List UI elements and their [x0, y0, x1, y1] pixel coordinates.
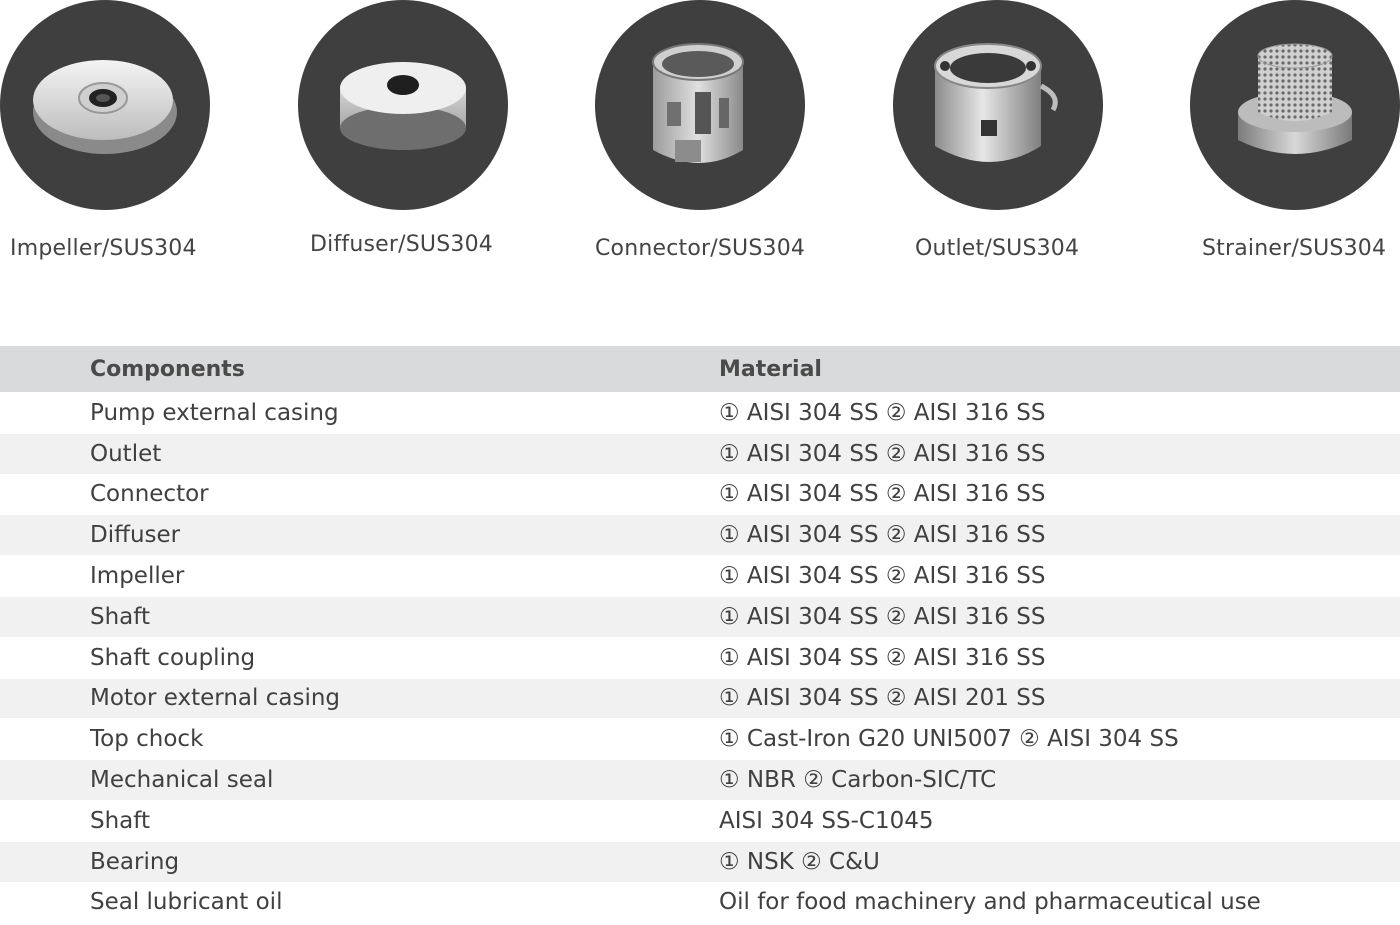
connector-image [595, 0, 805, 210]
component-cell: Top chock [90, 726, 204, 753]
component-cell: Seal lubricant oil [90, 889, 283, 916]
part-diffuser [298, 0, 558, 290]
material-cell: ① AISI 304 SS ② AISI 316 SS [719, 399, 1046, 426]
table-header [0, 346, 1400, 393]
table-row [0, 434, 1400, 475]
component-cell: Motor external casing [90, 685, 341, 712]
material-cell: ① AISI 304 SS ② AISI 316 SS [719, 644, 1046, 671]
component-cell: Pump external casing [90, 399, 339, 426]
table-row [0, 515, 1400, 556]
table-row [0, 883, 1400, 924]
impeller-image [0, 0, 210, 210]
part-connector [595, 0, 855, 290]
materials-table [0, 346, 1400, 923]
part-outlet [893, 0, 1153, 290]
table-row [0, 801, 1400, 842]
part-caption: Strainer/SUS304 [1202, 236, 1387, 261]
table-row [0, 597, 1400, 638]
table-row [0, 719, 1400, 760]
component-cell: Diffuser [90, 522, 181, 549]
table-row [0, 679, 1400, 720]
material-cell: ① AISI 304 SS ② AISI 316 SS [719, 563, 1046, 590]
table-row [0, 393, 1400, 434]
part-caption: Connector/SUS304 [595, 236, 806, 261]
material-cell: ① AISI 304 SS ② AISI 316 SS [719, 603, 1046, 630]
material-cell: ① NSK ② C&U [719, 848, 880, 875]
component-cell: Shaft [90, 603, 150, 630]
table-row [0, 842, 1400, 883]
part-strainer [1190, 0, 1400, 290]
table-row [0, 556, 1400, 597]
material-cell: Oil for food machinery and pharmaceutical use [719, 889, 1261, 916]
header-material: Material [719, 356, 822, 382]
header-components: Components [90, 356, 245, 382]
material-cell: ① NBR ② Carbon-SIC/TC [719, 767, 997, 794]
material-cell: ① AISI 304 SS ② AISI 201 SS [719, 685, 1046, 712]
component-cell: Bearing [90, 848, 180, 875]
diffuser-image [298, 0, 508, 210]
component-cell: Shaft coupling [90, 644, 256, 671]
component-cell: Shaft [90, 807, 150, 834]
part-caption: Outlet/SUS304 [915, 236, 1080, 261]
component-cell: Connector [90, 481, 209, 508]
table-row [0, 475, 1400, 516]
part-caption: Diffuser/SUS304 [310, 232, 493, 257]
part-impeller [0, 0, 260, 290]
table-row [0, 638, 1400, 679]
outlet-image [893, 0, 1103, 210]
material-cell: ① AISI 304 SS ② AISI 316 SS [719, 440, 1046, 467]
part-caption: Impeller/SUS304 [10, 236, 197, 261]
material-cell: ① AISI 304 SS ② AISI 316 SS [719, 481, 1046, 508]
strainer-image [1190, 0, 1400, 210]
material-cell: ① Cast-Iron G20 UNI5007 ② AISI 304 SS [719, 726, 1179, 753]
material-cell: AISI 304 SS-C1045 [719, 807, 934, 834]
component-cell: Mechanical seal [90, 767, 274, 794]
component-gallery [0, 0, 1400, 300]
component-cell: Impeller [90, 563, 185, 590]
table-row [0, 760, 1400, 801]
material-cell: ① AISI 304 SS ② AISI 316 SS [719, 522, 1046, 549]
component-cell: Outlet [90, 440, 162, 467]
